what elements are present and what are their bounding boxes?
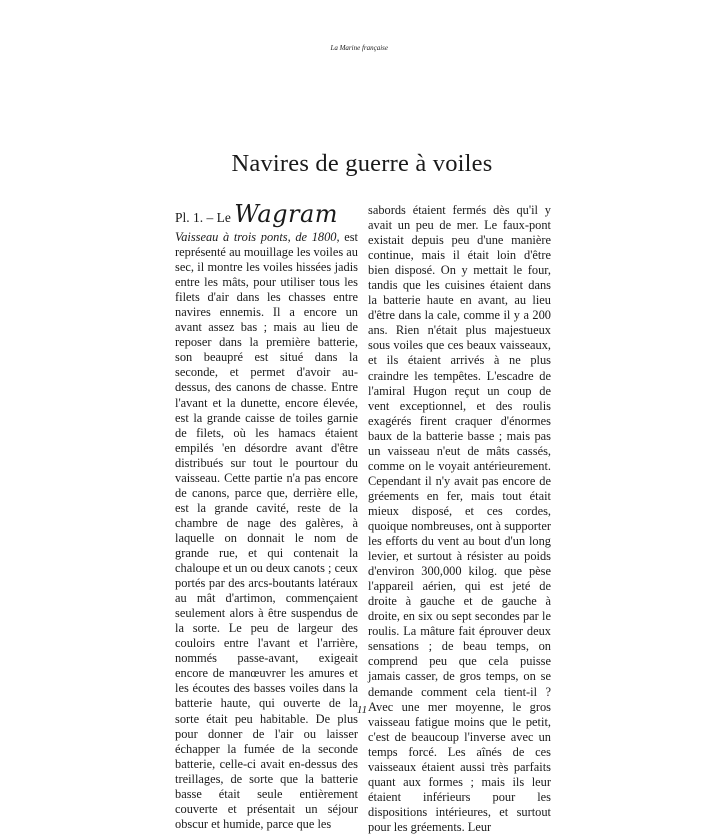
right-column-body: sabords étaient fermés dès qu'il y avait un peu de mer. Le faux-pont existait depuis peu d'une manière continue, mais il était loin d'être bien disposé. On y mettait le four, tandis que les cuisines étaient dans la batterie haute en avant, au lieu d'être dans la cale, comme il y a 200 ans. Rien n'était plus majestueux sous voiles que ces beaux vaisseaux, et ils étaient arrivés à ne plus craindre les tempêtes. L'escadre de l'amiral Hugon reçut un coup de vent exceptionnel, et des roulis exagérés firent craquer d'énormes baux de la batterie basse ; mais pas un vaisseau n'eut de mâts cassés, comme on le voyait antérieurement. Cependant il n'y avait pas encore de gréements en fer, mais tout était mieux disposé, et ces cordes, quoique nombreuses, ont à supporter les efforts du vent au bout d'un long levier, et surtout à résister au poids d'environ 300,000 kilog. que pèse l'appareil aérien, qui est jeté de droite à gauche et de gauche à droite, en six ou sept secondes par le roulis. La mâture fait éprouver deux sensations ; de beau temps, on comprend peu que cela puisse jamais casser, de gros temps, on se demande comment cela tient-il ? Avec une mer moyenne, le gros vaisseau fatigue moins que le petit, c'est de beaucoup l'inverse avec un temps forcé. Les aînés de ces vaisseaux étaient aussi très parfaits quant aux formes ; mais ils leur étaient inférieurs pour les dispositions intérieures, et surtout pour les gréements. Leur <box>368 203 551 834</box>
left-column-text <box>175 230 358 832</box>
ship-name: Wagram <box>234 200 339 228</box>
left-column-body: est représenté au mouillage les voiles au sec, il montre les voiles hissées jadis entre les mâts, pour utiliser tous les filets d'air dans les chasses entre navires ennemis. Il a encore un avant assez bas ; mais au lieu de reposer dans la première batterie, son beaupré est situé dans la seconde, et permet d'avoir au-dessus, des canons de chasse. Entre l'avant et la dunette, encore élevée, est la grande caisse de toiles garnie de filets, où les hamacs étaient empilés 'en désordre avant d'être distribués sur tout le pourtour du vaisseau. Cette partie n'a pas encore de canons, parce que, derrière elle, est la grande cavité, reste de la chambre de nage des galères, à laquelle on donnait le nom de grande rue, et qui contenait la chaloupe et un ou deux canots ; ceux portés par des arcs-boutants latéraux au mât d'artimon, commençaient seulement alors à être suspendus de la sorte. Le peu de largeur des couloirs entre l'avant et l'arrière, nommés passe-avant, exigeait encore de manœuvrer les amures et les écoutes des basses voiles dans la batterie haute, qui ouverte de la sorte était peu habitable. De plus pour donner de l'air ou laisser échapper la fumée de la seconde batterie, celle-ci avait en-dessus des treillages, de sorte que la batterie basse était seule entièrement couverte et présentait un séjour obscur et humide, parce que les <box>175 230 358 831</box>
page-number: 11 <box>356 704 368 716</box>
running-head: La Marine française <box>330 44 388 52</box>
left-column <box>175 200 358 832</box>
plate-heading <box>175 200 358 230</box>
page-title: Navires de guerre à voiles <box>231 150 493 177</box>
plate-label: Pl. 1. – Le <box>175 210 235 225</box>
lead-italic: Vaisseau à trois ponts, de 1800, <box>175 230 340 244</box>
right-column <box>368 203 551 835</box>
